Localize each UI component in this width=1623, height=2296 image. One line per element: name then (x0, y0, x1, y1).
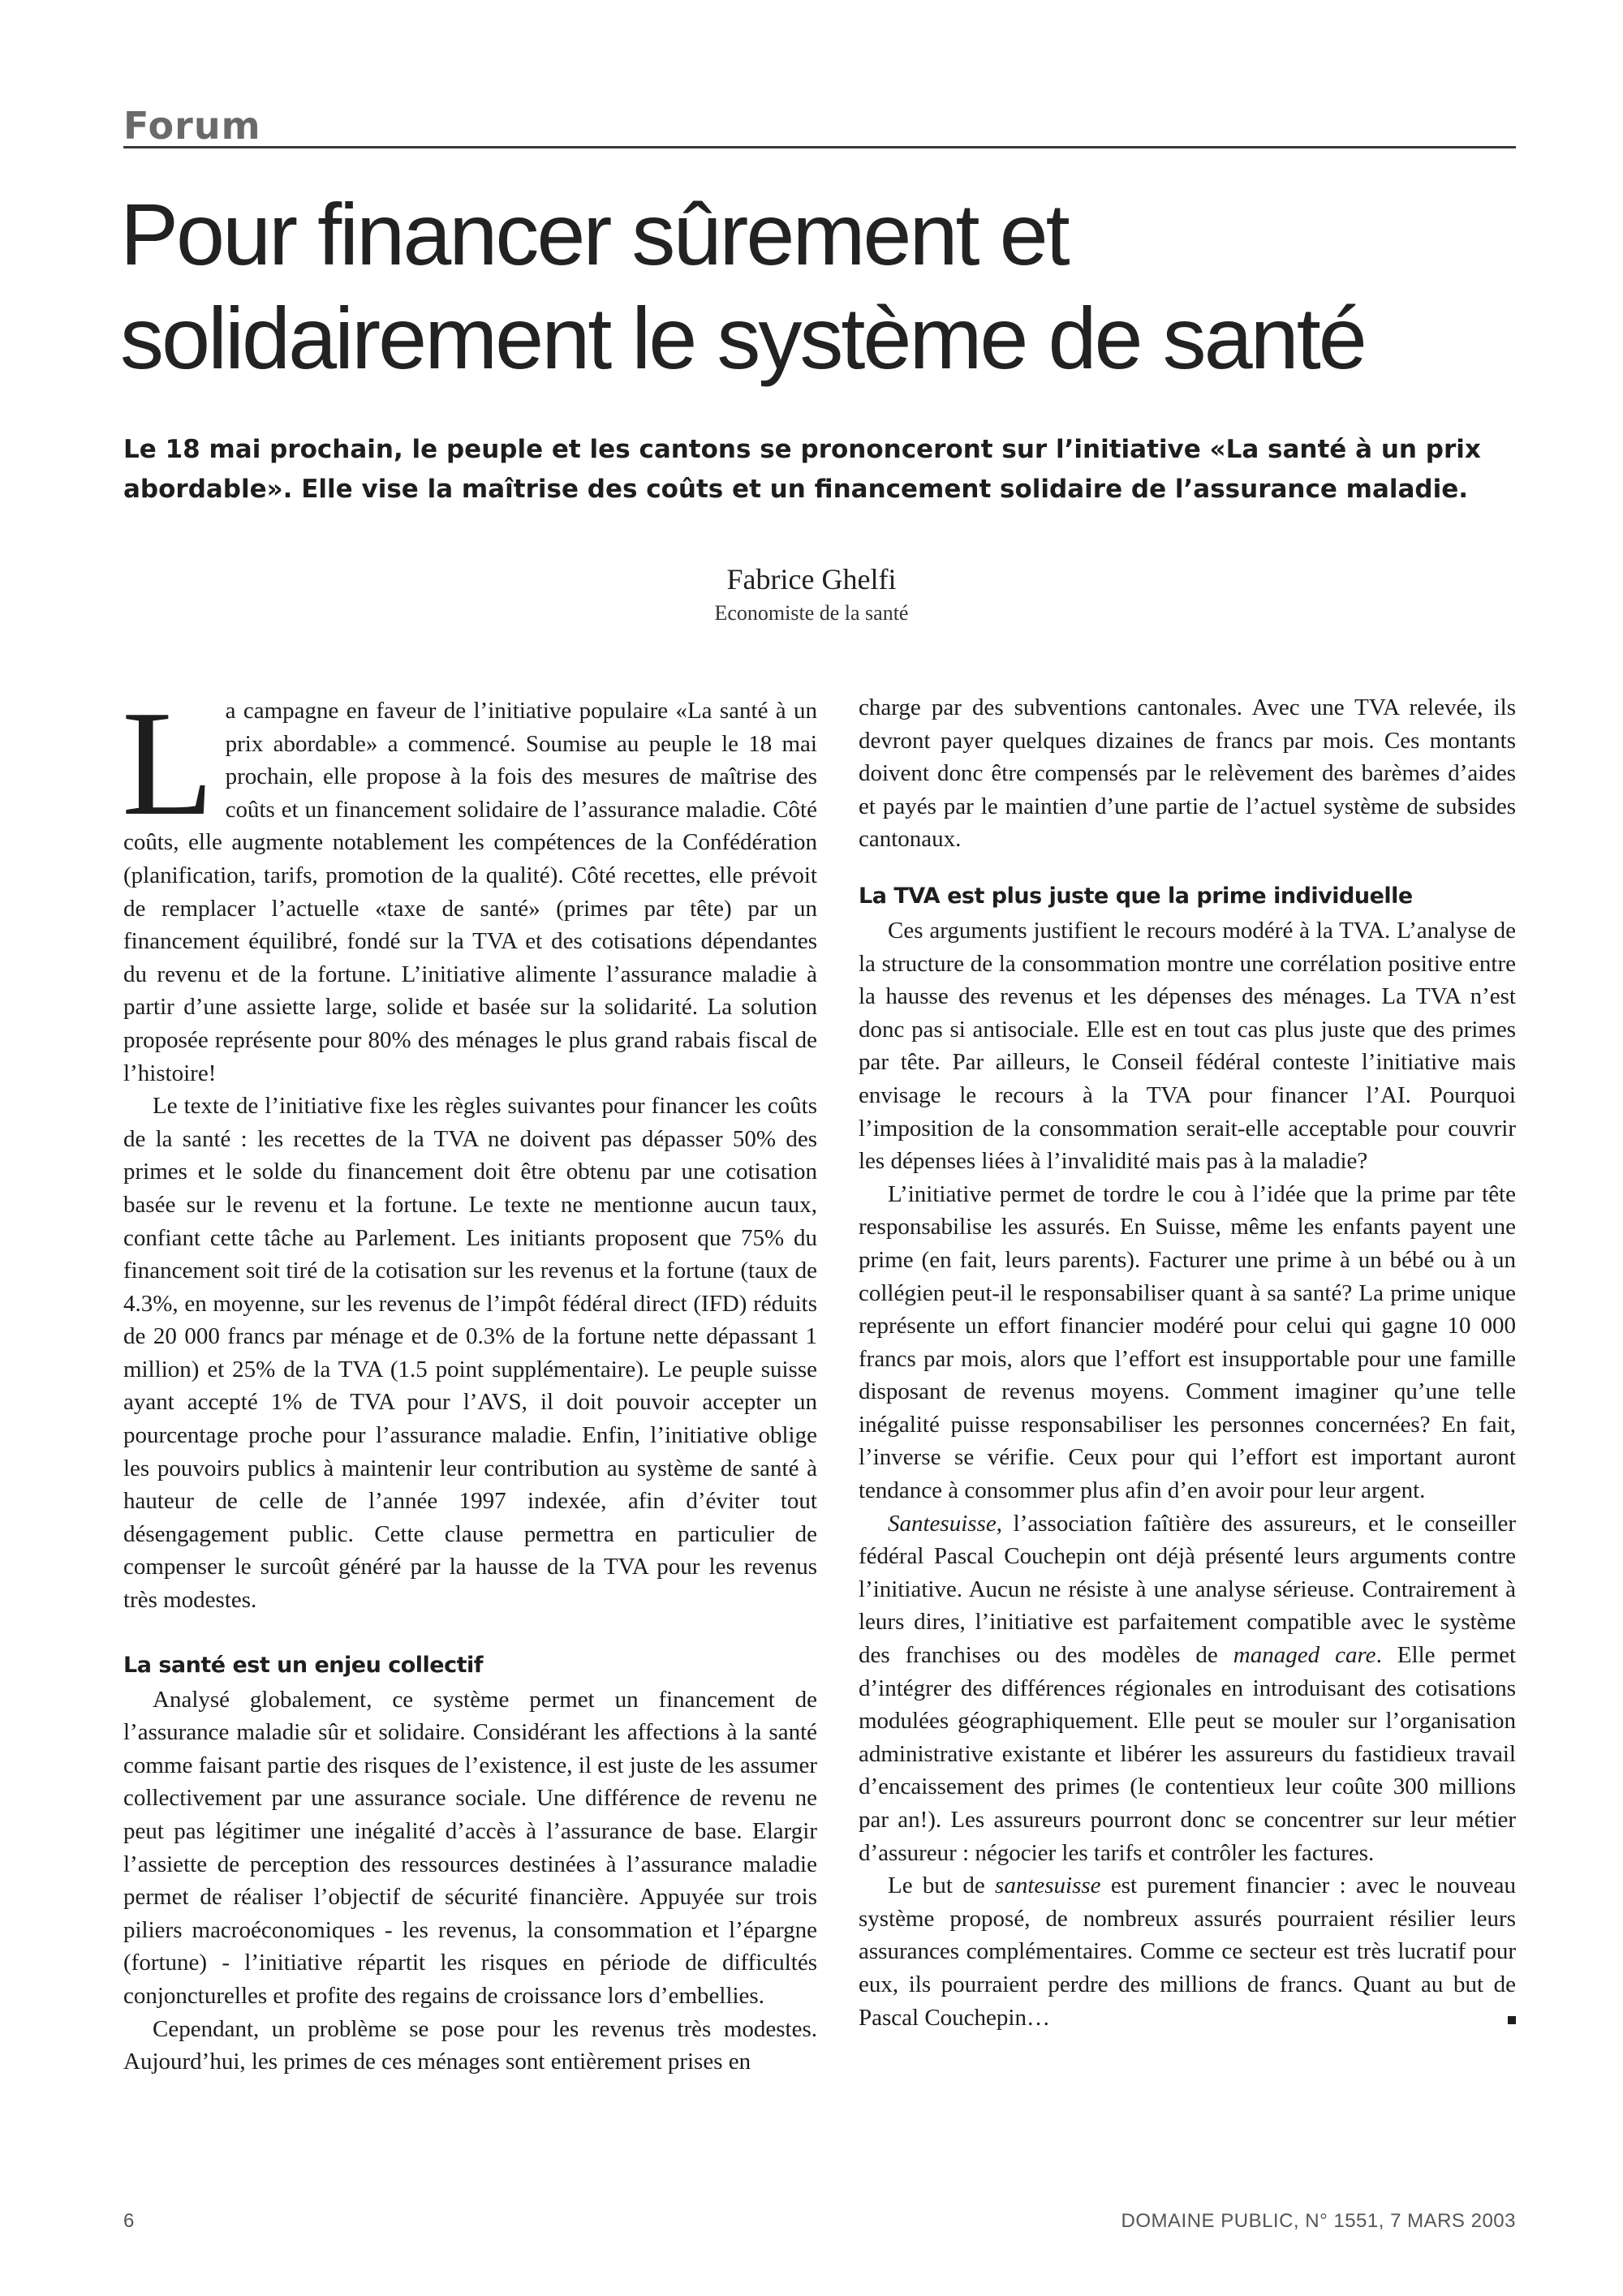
drop-cap: L (122, 680, 214, 847)
paragraph-8-text-b: . Elle permet d’intégrer des différences régionales en introduisant des cotisations modulées géographiquement. Elle peut se mouler sur l’organisation administrative existante et libérer les assureurs du fastidieux travail d’encaissement des primes (le contentieux leur coûte 300 millions par an!). Les assureurs pourront donc se concentrer sur leur métier d’assureur : négocier les tarifs et contrôler les factures. (859, 1642, 1516, 1866)
paragraph-6: Ces arguments justifient le recours modéré à la TVA. L’analyse de la structure de la consommation montre une corrélation positive entre la hausse des revenus et les dépenses des ménages. La TVA n’est donc pas si antisociale. Elle est en tout cas plus juste que des primes par tête. Par ailleurs, le Conseil fédéral conteste l’initiative mais envisage le recours à la TVA pour financer l’AI. Pourquoi l’imposition de la consommation serait-elle acceptable pour couvrir les dépenses liées à l’invalidité mais pas à la maladie? (859, 917, 1516, 1175)
page-number: 6 (123, 2210, 135, 2232)
subheading-tva: La TVA est plus juste que la prime individuelle (859, 883, 1413, 909)
subheading-collective: La santé est un enjeu collectif (123, 1652, 483, 1678)
paragraph-3: Analysé globalement, ce système permet un financement de l’assurance maladie sûr et solidaire. Considérant les affections à la santé comme faisant partie des risques de l’existence, il est juste de les assumer collectivement par une assurance sociale. Une différence de revenu ne peut pas légitimer une inégalité d’accès à l’assurance de base. Elargir l’assiette de perception des ressources destinées à l’assurance maladie permet de réaliser l’objectif de sécurité financière. Appuyée sur trois piliers macroéconomiques - les revenus, la consommation et l’épargne (fortune) - l’initiative répartit les risques en période de difficultés conjoncturelles et profite des regains de croissance lors d’embellies. (123, 1686, 817, 2009)
emphasis-santesuisse: Santesuisse (888, 1510, 997, 1537)
emphasis-santesuisse-2: santesuisse (995, 1872, 1101, 1899)
paragraph-4: Cependant, un problème se pose pour les revenus très modestes. Aujourd’hui, les primes de ces ménages sont entièrement prises en (123, 2015, 817, 2075)
end-of-article-mark (1508, 2016, 1516, 2024)
paragraph-5: charge par des subventions cantonales. Avec une TVA relevée, ils devront payer quelques dizaines de francs par mois. Ces montants doivent donc être compensés par le relèvement des barèmes d’aides et payés par le maintien d’une partie de l’actuel système de subsides cantonaux. (859, 694, 1516, 853)
article-title: Pour financer sûrement et solidairement le système de santé (120, 185, 1365, 387)
paragraph-1-text: a campagne en faveur de l’initiative populaire «La santé à un prix abordable» a commencé. Soumise au peuple le 18 mai prochain, elle propose à la fois des mesures de maîtrise des coûts et un financement solidaire de l’assurance maladie. Côté coûts, elle augmente notablement les compétences de la Confédération (planification, tarifs, promotion de la qualité). Côté recettes, elle prévoit de remplacer l’actuelle «taxe de santé» (primes par tête) par un financement équilibré, fondé sur la TVA et des cotisations dépendantes du revenu et de la fortune. L’initiative alimente l’assurance maladie à partir d’une assiette large, solide et basée sur la solidarité. La solution proposée représente pour 80% des ménages le plus grand rabais fiscal de l’histoire! (123, 698, 817, 1086)
paragraph-1 (122, 680, 817, 1090)
article-column-right (859, 691, 1516, 2034)
paragraph-8-text-a: , l’association faîtière des assureurs, et le conseiller fédéral Pascal Couchepin ont déjà présenté leurs arguments contre l’initiative. Aucun ne résiste à une analyse sérieuse. Contrairement à leurs dires, l’initiative est parfaitement compatible avec le système des franchises ou des modèles de (859, 1510, 1516, 1669)
paragraph-7: L’initiative permet de tordre le cou à l’idée que la prime par tête responsabilise les assurés. En Suisse, même les enfants payent une prime (en fait, leurs parents). Facturer une prime à un bébé ou à un collégien peut-il le responsabiliser quant à sa santé? La prime unique représente un effort financier modéré pour celui qui gagne 10 000 francs par mois, alors que l’effort est insupportable pour une famille disposant de revenus moyens. Comment imaginer qu’une telle inégalité puisse responsabiliser les personnes concernées? En fait, l’inverse se vérifie. Ceux pour qui l’effort est important auront tendance à consommer plus afin d’en avoir pour leur argent. (859, 1180, 1516, 1504)
article-column-left (122, 680, 817, 2079)
paragraph-8 (859, 1507, 1516, 1870)
paragraph-2: Le texte de l’initiative fixe les règles suivantes pour financer les coûts de la santé : les recettes de la TVA ne doivent pas dépasser 50% des primes et le solde du financement doit être obtenu par une cotisation basée sur le revenu et la fortune. Le texte ne mentionne aucun taux, confiant cette tâche au Parlement. Les initiants proposent que 75% du financement soit tiré de la cotisation sur les revenus et la fortune (taux de 4.3%, en moyenne, sur les revenus de l’impôt fédéral direct (IFD) réduits de 20 000 francs par ménage et de 0.3% de la fortune nette dépassant 1 million) et 25% de la TVA (1.5 point supplémentaire). Le peuple suisse ayant accepté 1% de TVA pour l’AVS, il doit pouvoir accepter un pourcentage proche pour l’assurance maladie. Enfin, l’initiative oblige les pouvoirs publics à maintenir leur contribution au système de santé à hauteur de celle de l’année 1997 indexée, afin d’éviter tout désengagement public. Cette clause permettra en particulier de compenser le surcoût généré par la hausse de la TVA pour les revenus très modestes. (123, 1093, 817, 1614)
issue-footer: DOMAINE PUBLIC, N° 1551, 7 MARS 2003 (1121, 2210, 1516, 2232)
emphasis-managed-care: managed care (1233, 1642, 1376, 1669)
paragraph-9 (859, 1869, 1516, 2034)
paragraph-9-text-a: Le but de (888, 1872, 996, 1899)
author-role: Economiste de la santé (714, 601, 909, 625)
author-name: Fabrice Ghelfi (726, 563, 897, 595)
section-rubric: Forum (123, 104, 1516, 148)
article-lede: Le 18 mai prochain, le peuple et les cantons se prononceront sur l’initiative «La santé à un prix abordable». Elle vise la maîtrise des coûts et un financement solidaire de l’assurance maladie. (123, 435, 1481, 504)
paragraph-9-text-b: est purement financier : avec le nouveau système proposé, de nombreux assurés pourraient résilier leurs assurances complémentaires. Comme ce secteur est très lucratif pour eux, ils pourraient perdre des millions de francs. Quant au but de Pascal Couchepin… (859, 1872, 1516, 2031)
